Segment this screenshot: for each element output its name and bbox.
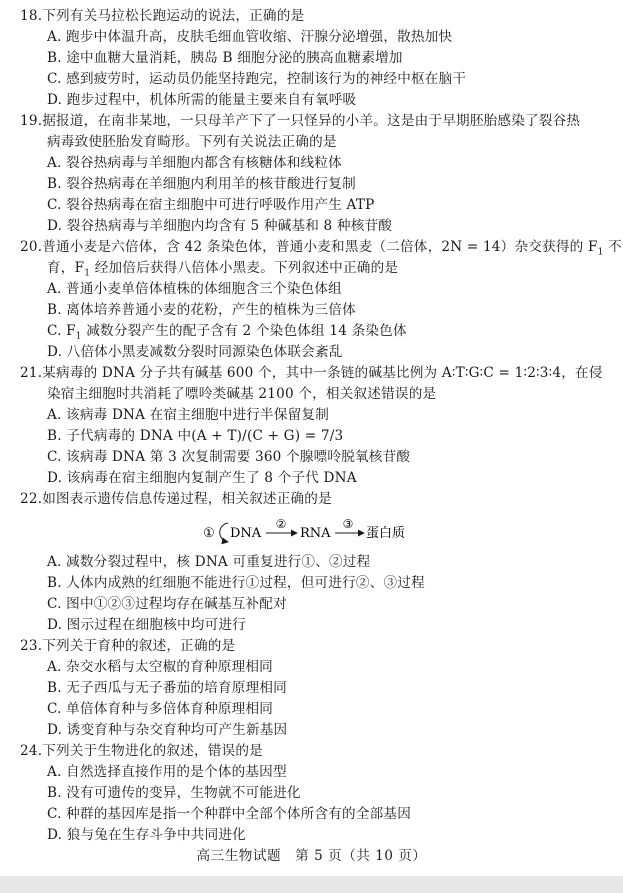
dna-label: DNA bbox=[230, 526, 262, 541]
question-20-stem-cont: 育，$F_1$ 经加倍后获得八倍体小黑麦。下列叙述中正确的是 bbox=[47, 260, 399, 279]
question-23-option-d: D. 诱变育种与杂交育种均可产生新基因 bbox=[47, 722, 288, 738]
question-18-option-b: B. 途中血糖大量消耗，胰岛 B 细胞分泌的胰高血糖素增加 bbox=[47, 50, 403, 66]
question-23-stem: 23.下列关于育种的叙述，正确的是 bbox=[20, 638, 236, 654]
replication-loop-arrow bbox=[220, 523, 228, 542]
question-23-option-c: C. 单倍体育种与多倍体育种原理相同 bbox=[47, 701, 274, 717]
question-24-option-d: D. 狼与兔在生存斗争中共同进化 bbox=[47, 827, 246, 843]
question-20-option-b: B. 离体培养普通小麦的花粉，产生的植株为三倍体 bbox=[47, 302, 356, 318]
step-1-label: ① bbox=[203, 526, 215, 541]
question-19-option-b: B. 裂谷热病毒在羊细胞内利用羊的核苷酸进行复制 bbox=[47, 176, 356, 192]
question-19-stem: 19.据报道，在南非某地，一只母羊产下了一只怪异的小羊。这是由于早期胚胎感染了裂谷热 bbox=[20, 113, 581, 129]
question-19-stem-cont: 病毒致使胚胎发育畸形。下列有关说法正确的是 bbox=[47, 134, 337, 150]
step-2-label: ② bbox=[275, 519, 287, 531]
question-21-stem-cont: 染宿主细胞时共消耗了嘌呤类碱基 2100 个，相关叙述错误的是 bbox=[47, 386, 437, 402]
question-21-option-c: C. 该病毒 DNA 第 3 次复制需要 360 个腺嘌呤脱氧核苷酸 bbox=[47, 449, 411, 465]
page-footer: 高三生物试题 第 5 页（共 10 页） bbox=[196, 848, 427, 864]
question-22-option-d: D. 图示过程在细胞核中均可进行 bbox=[47, 617, 246, 633]
question-24-option-b: B. 没有可遗传的变异，生物就不可能进化 bbox=[47, 785, 301, 801]
question-20-stem: 20.普通小麦是六倍体，含 42 条染色体，普通小麦和黑麦（二倍体，2N = 14）杂交获得的 $F_1$ 不 bbox=[20, 239, 622, 258]
step-3-label: ③ bbox=[342, 519, 354, 531]
question-19-option-c: C. 裂谷热病毒在宿主细胞中可进行呼吸作用产生 ATP bbox=[47, 197, 375, 213]
question-24-option-a: A. 自然选择直接作用的是个体的基因型 bbox=[47, 764, 287, 780]
question-18-option-d: D. 跑步过程中，机体所需的能量主要来自有氧呼吸 bbox=[47, 92, 357, 108]
question-19-option-a: A. 裂谷热病毒与羊细胞内都含有核糖体和线粒体 bbox=[47, 155, 342, 171]
question-24-option-c: C. 种群的基因库是指一个种群中全部个体所含有的全部基因 bbox=[47, 806, 412, 822]
question-22-stem: 22.如图表示遗传信息传递过程，相关叙述正确的是 bbox=[20, 491, 332, 507]
question-20-option-a: A. 普通小麦单倍体植株的体细胞含三个染色体组 bbox=[47, 281, 342, 297]
question-21-stem: 21.某病毒的 DNA 分子共有碱基 600 个，其中一条链的碱基比例为 A∶T∶G∶C = 1∶2∶3∶4，在侵 bbox=[20, 365, 603, 381]
question-20-option-c: C. $F_1$ 减数分裂产生的配子含有 2 个染色体组 14 条染色体 bbox=[47, 323, 407, 342]
question-20-option-d: D. 八倍体小黑麦减数分裂时同源染色体联会紊乱 bbox=[47, 344, 343, 360]
question-23-option-a: A. 杂交水稻与太空椒的育种原理相同 bbox=[47, 659, 273, 675]
question-22-option-a: A. 减数分裂过程中，核 DNA 可重复进行①、②过程 bbox=[47, 554, 371, 570]
question-18-option-a: A. 跑步中体温升高，皮肤毛细血管收缩、汗腺分泌增强，散热加快 bbox=[47, 29, 453, 45]
question-22-option-b: B. 人体内成熟的红细胞不能进行①过程，但可进行②、③过程 bbox=[47, 575, 425, 591]
question-19-option-d: D. 裂谷热病毒与羊细胞内均含有 5 种碱基和 8 种核苷酸 bbox=[47, 218, 393, 234]
question-23-option-b: B. 无子西瓜与无子番茄的培育原理相同 bbox=[47, 680, 287, 696]
rna-label: RNA bbox=[300, 526, 331, 541]
question-21-option-b: B. 子代病毒的 DNA 中(A + T)/(C + G) = 7/3 bbox=[47, 428, 344, 444]
genetic-info-flow-diagram bbox=[180, 519, 460, 545]
question-22-option-c: C. 图中①②③过程均存在碱基互补配对 bbox=[47, 596, 287, 612]
question-24-stem: 24.下列关于生物进化的叙述，错误的是 bbox=[20, 743, 263, 759]
protein-label: 蛋白质 bbox=[366, 526, 406, 541]
question-21-option-d: D. 该病毒在宿主细胞内复制产生了 8 个子代 DNA bbox=[47, 470, 357, 486]
question-18-stem: 18.下列有关马拉松长跑运动的说法，正确的是 bbox=[20, 8, 305, 24]
question-18-option-c: C. 感到疲劳时，运动员仍能坚持跑完，控制该行为的神经中枢在脑干 bbox=[47, 71, 467, 87]
bottom-margin-strip bbox=[0, 876, 623, 893]
question-21-option-a: A. 该病毒 DNA 在宿主细胞中进行半保留复制 bbox=[47, 407, 330, 423]
